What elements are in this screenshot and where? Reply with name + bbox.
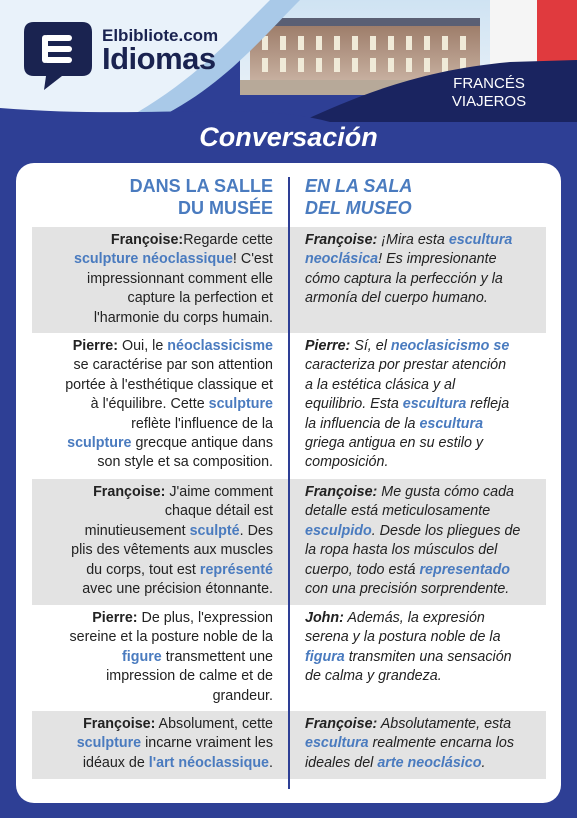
keyword: arte neoclásico: [377, 754, 482, 771]
spanish-heading-line: EN LA SALA: [305, 176, 413, 196]
dialogue-line: [305, 434, 541, 453]
dialogue-line: [305, 561, 541, 580]
keyword: esculpido: [305, 522, 372, 539]
text-segment: Oui, le: [118, 338, 168, 354]
dialogue-line: [32, 270, 273, 289]
text-segment: . Des: [239, 522, 273, 539]
dialogue-line: [32, 734, 273, 753]
text-segment: reflète l'influence de la: [131, 415, 273, 432]
text-segment: a la estética clásica y al: [305, 376, 456, 393]
dialogue-line: [305, 415, 541, 434]
text-segment: detalle está meticulosamente: [305, 503, 491, 520]
keyword: figura: [305, 648, 345, 665]
dialogue-line: [305, 453, 541, 472]
text-segment: chaque détail est: [164, 503, 273, 520]
keyword: escultura: [402, 396, 467, 413]
badge-audience: VIAJEROS: [451, 93, 527, 110]
dialogue-line: [305, 502, 541, 521]
fr-dialogue-text: [32, 479, 273, 599]
text-segment: realmente encarna los: [368, 735, 515, 752]
text-segment: cuerpo, todo está: [305, 561, 420, 578]
text-segment: .: [269, 754, 273, 771]
text-segment: griega antigua en su estilo y: [305, 435, 484, 452]
keyword: escultura: [419, 415, 484, 432]
text-segment: sereine et la posture noble de la: [69, 629, 273, 646]
text-segment: .: [481, 754, 486, 771]
speaker-name: John:: [305, 610, 344, 626]
dialogue-line: [32, 754, 273, 773]
speaker-name: Pierre:: [305, 338, 351, 354]
dialogue-line: [305, 250, 541, 269]
keyword: sculpture néoclassique: [74, 251, 233, 268]
text-segment: du corps, tout est: [86, 561, 200, 578]
spanish-heading-line: DEL MUSEO: [305, 198, 412, 218]
dialogue-line: [32, 687, 273, 706]
text-segment: incarne vraiment les: [141, 735, 273, 752]
dialogue-line: [305, 734, 541, 753]
text-segment: transmiten una sensación: [344, 648, 512, 665]
text-segment: J'aime comment: [165, 484, 273, 500]
keyword: escultura: [448, 232, 513, 248]
dialogue-line: [32, 250, 273, 269]
column-divider: [288, 177, 290, 789]
keyword: neoclásica: [305, 251, 379, 268]
product-name: Idiomas: [102, 41, 216, 76]
text-segment: avec une précision étonnante.: [82, 581, 273, 598]
es-dialogue-text: [305, 479, 541, 599]
text-segment: transmettent une: [161, 648, 273, 665]
es-dialogue-text: [305, 333, 541, 473]
dialogue-line: [32, 395, 273, 414]
dialogue-line: [305, 289, 541, 308]
text-segment: plis des vêtements aux muscles: [71, 542, 273, 559]
keyword: representado: [419, 561, 511, 578]
dialogue-line: [305, 337, 541, 356]
dialogue-line: [32, 289, 273, 308]
es-dialogue-text: [305, 605, 541, 687]
keyword: figure: [122, 648, 162, 665]
dialogue-line: [305, 541, 541, 560]
text-segment: portée à l'esthétique classique et: [65, 376, 273, 393]
dialogue-line: [32, 309, 273, 328]
text-segment: armonía del cuerpo humano.: [305, 290, 488, 307]
speaker-name: Françoise:: [305, 232, 378, 248]
text-segment: ! C'est: [232, 251, 273, 268]
dialogue-line: [32, 356, 273, 375]
course-badge: [447, 75, 531, 111]
dialogue-line: [32, 648, 273, 667]
text-segment: Me gusta cómo cada: [377, 484, 514, 500]
text-segment: son style et sa composition.: [97, 454, 273, 471]
keyword: neoclasicismo: [390, 338, 490, 354]
text-segment: composición.: [305, 454, 389, 471]
text-segment: De plus, l'expression: [137, 610, 273, 626]
speaker-name: Pierre:: [72, 338, 119, 354]
fr-dialogue-text: [32, 605, 273, 706]
fr-dialogue-text: [32, 227, 273, 328]
text-segment: de calma y grandeza.: [305, 668, 442, 685]
text-segment: cómo captura la perfección y la: [305, 270, 503, 287]
text-segment: l'harmonie du corps humain.: [93, 309, 273, 326]
keyword: sculpture: [76, 735, 142, 752]
dialogue-line: [32, 609, 273, 628]
text-segment: la influencia de la: [305, 415, 420, 432]
speaker-name: Françoise:: [305, 484, 378, 500]
text-segment: impressionnant comment elle: [87, 270, 273, 287]
dialogue-line: [32, 667, 273, 686]
dialogue-line: [305, 231, 541, 250]
text-segment: Sí, el: [350, 338, 391, 354]
text-segment: ¡Mira esta: [377, 232, 449, 248]
text-segment: grecque antique dans: [131, 435, 273, 452]
site-name: Elbibliote.com: [102, 26, 219, 45]
conversation-card: [16, 163, 561, 803]
text-segment: con una precisión sorprendente.: [305, 581, 510, 598]
french-heading-line: DU MUSÉE: [177, 198, 273, 218]
text-segment: . Desde los pliegues de: [371, 522, 521, 539]
dialogue-line: [305, 356, 541, 375]
speaker-name: Françoise:: [83, 716, 156, 732]
fr-dialogue-text: [32, 333, 273, 473]
dialogue-line: [305, 715, 541, 734]
dialogue-line: [32, 231, 273, 250]
text-segment: Regarde cette: [183, 232, 273, 248]
dialogue-line: [32, 628, 273, 647]
french-heading-line: DANS LA SALLE: [129, 176, 273, 196]
dialogue-line: [32, 541, 273, 560]
text-segment: minutieusement: [84, 522, 190, 539]
dialogue-line: [32, 522, 273, 541]
text-segment: ! Es impresionante: [378, 251, 497, 268]
text-segment: caracteriza por prestar atención: [305, 357, 507, 374]
keyword: représenté: [199, 561, 273, 578]
dialogue-line: [32, 415, 273, 434]
dialogue-line: [305, 376, 541, 395]
dialogue-line: [305, 754, 541, 773]
dialogue-line: [32, 561, 273, 580]
keyword: sculpture: [208, 396, 273, 413]
dialogue-line: [305, 648, 541, 667]
keyword: l'art néoclassique: [148, 754, 270, 771]
text-segment: Además, la expresión: [343, 610, 485, 626]
text-segment: Absolument, cette: [155, 716, 273, 732]
dialogue-line: [32, 453, 273, 472]
dialogue-line: [32, 434, 273, 453]
text-segment: grandeur.: [212, 687, 273, 704]
text-segment: capture la perfection et: [127, 290, 273, 307]
speaker-name: Françoise:: [110, 232, 184, 248]
keyword: néoclassicisme: [167, 338, 273, 354]
dialogue-line: [305, 609, 541, 628]
text-segment: idéaux de: [82, 754, 149, 771]
page-title: Conversación: [199, 122, 378, 152]
keyword: sculpté: [189, 522, 240, 539]
text-segment: ideales del: [305, 754, 378, 771]
badge-language: FRANCÉS: [453, 75, 525, 92]
text-segment: serena y la postura noble de la: [305, 629, 501, 646]
text-segment: à l'équilibre. Cette: [90, 396, 209, 413]
text-segment: se caractérise par son attention: [73, 357, 273, 374]
es-dialogue-text: [305, 227, 541, 309]
french-column-heading: [16, 175, 273, 219]
dialogue-line: [305, 628, 541, 647]
dialogue-line: [32, 376, 273, 395]
spanish-column-heading: [305, 175, 545, 219]
speaker-name: Pierre:: [92, 610, 138, 626]
keyword: sculpture: [67, 435, 132, 452]
dialogue-line: [305, 522, 541, 541]
dialogue-line: [305, 395, 541, 414]
dialogue-line: [32, 580, 273, 599]
dialogue-line: [305, 580, 541, 599]
dialogue-line: [32, 483, 273, 502]
dialogue-line: [32, 715, 273, 734]
keyword: escultura: [305, 735, 369, 752]
dialogue-line: [305, 667, 541, 686]
dialogue-line: [32, 337, 273, 356]
speaker-name: Françoise:: [93, 484, 166, 500]
text-segment: impression de calme et de: [106, 668, 273, 685]
dialogue-line: [32, 502, 273, 521]
dialogue-line: [305, 270, 541, 289]
es-dialogue-text: [305, 711, 541, 773]
keyword: se: [489, 338, 510, 354]
text-segment: la ropa hasta los músculos del: [305, 542, 498, 559]
text-segment: Absolutamente, esta: [377, 716, 512, 732]
dialogue-line: [305, 483, 541, 502]
header: [0, 0, 577, 122]
text-segment: refleja: [466, 396, 510, 413]
fr-dialogue-text: [32, 711, 273, 773]
speaker-name: Françoise:: [305, 716, 378, 732]
text-segment: equilibrio. Esta: [305, 396, 403, 413]
